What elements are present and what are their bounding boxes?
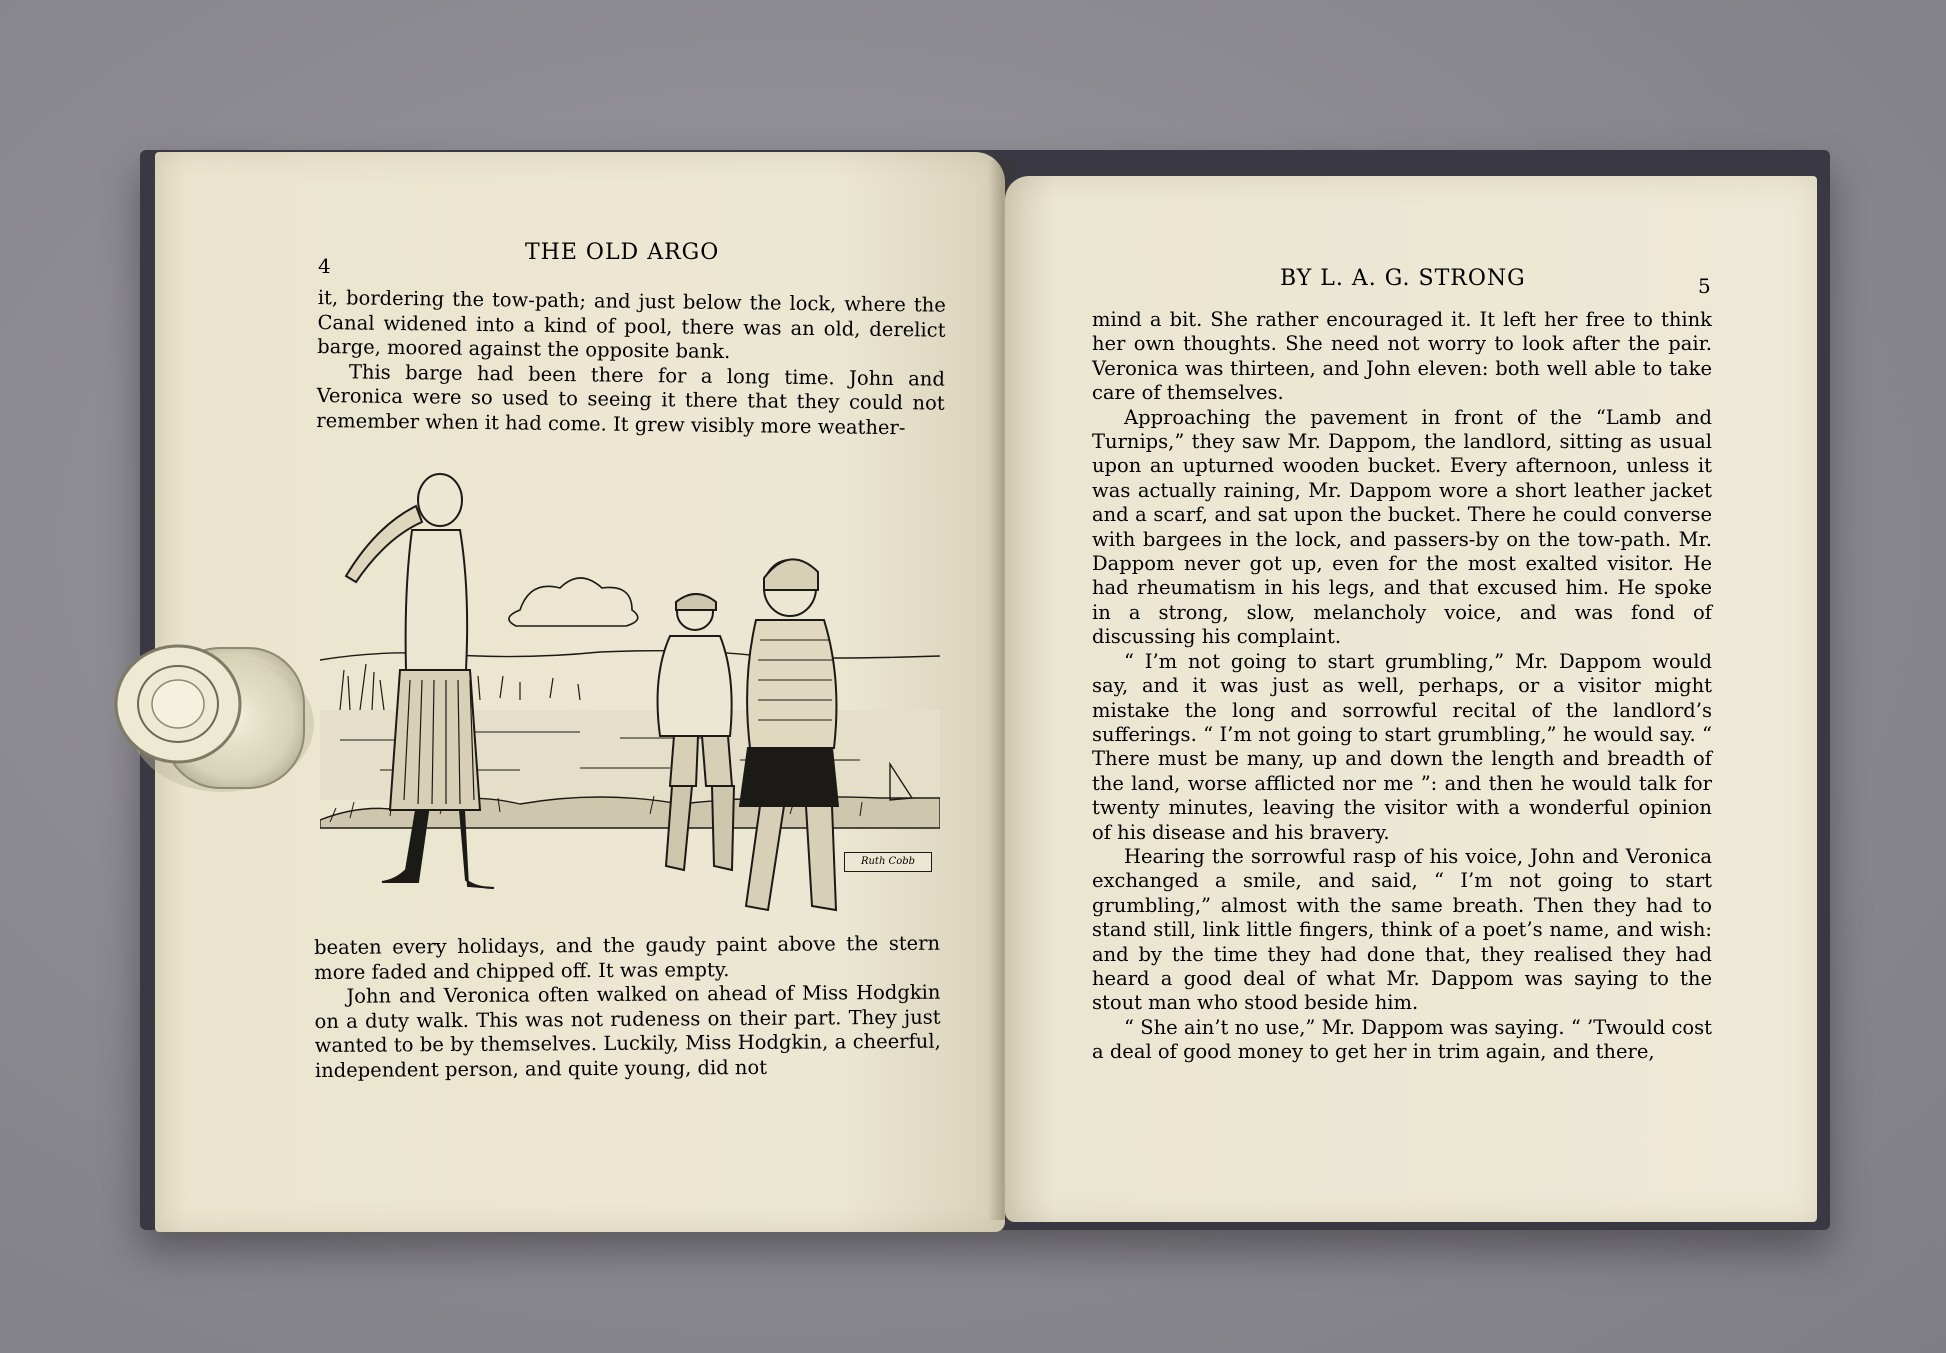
left-running-header: THE OLD ARGO — [525, 240, 720, 265]
paragraph: it, bordering the tow-path; and just below the lock, where the Canal widened into a kind of pool, there was an old, derelict barge, moored against the opposite bank. — [317, 286, 946, 364]
paragraph: beaten every holidays, and the gaudy paint above the stern more faded and chipped off. It was empty. — [314, 931, 941, 984]
paragraph: “ I’m not going to start grumbling,” Mr. Dappom would say, and it was just as well, perhaps, or a visitor might mistake the long and sorrowful recital of the landlord’s sufferings. “ I’m not going to start grumbling,” he would say. “ There must be many, up and down the length and breadth of the land, worse afflicted nor me ”: and then he would talk for twenty minutes, leaving the visitor with a wonderful opinion of his disease and his bravery. — [1092, 649, 1712, 844]
right-page-number: 5 — [1698, 274, 1711, 298]
paragraph: Hearing the sorrowful rasp of his voice, John and Veronica exchanged a smile, and said, “ I’m not going to start grumbling,” almost with the same breath. Then they had to stand still, link little fingers, think of a poet’s name, and wish: and by the time they had done that, they realised they had heard a good deal of what Mr. Dappom was saying to the stout man who stood beside him. — [1092, 844, 1712, 1015]
small-glass-bottle-icon — [104, 628, 324, 798]
paragraph: John and Veronica often walked on ahead of Miss Hodgkin on a duty walk. This was not rudeness on their part. They just wanted to be by themselves. Luckily, Miss Hodgkin, a cheerful, independent person, and quite young, did not — [314, 980, 941, 1082]
left-top-text — [316, 286, 946, 441]
left-bottom-text — [314, 932, 941, 1084]
illustrator-signature: Ruth Cobb — [844, 852, 932, 872]
paragraph: mind a bit. She rather encouraged it. It left her free to think her own thoughts. She need not worry to look after the pair. Veronica was thirteen, and John eleven: both well able to take care of themselves. — [1092, 308, 1712, 405]
right-text — [1092, 308, 1712, 1065]
paragraph: “ She ain’t no use,” Mr. Dappom was saying. “ ’Twould cost a deal of good money to get her in trim again, and there, — [1092, 1015, 1712, 1064]
right-running-header: BY L. A. G. STRONG — [1280, 266, 1526, 291]
paragraph: Approaching the pavement in front of the “Lamb and Turnips,” they saw Mr. Dappom, the landlord, sitting as usual upon an upturned wooden bucket. Every afternoon, unless it was actually raining, Mr. Dappom wore a short leather jacket and a scarf, and sat upon the bucket. There he could converse with bargees in the lock, and passers-by on the tow-path. Mr. Dappom never got up, even for the most exalted visitor. He had rheumatism in his legs, and that excused him. He spoke in a strong, slow, melancholy voice, and was fond of discussing his complaint. — [1092, 405, 1712, 649]
paragraph: This barge had been there for a long time. John and Veronica were so used to seeing it there that they could not remember when it had come. It grew visibly more weather- — [316, 360, 946, 440]
left-page-number: 4 — [318, 254, 331, 278]
